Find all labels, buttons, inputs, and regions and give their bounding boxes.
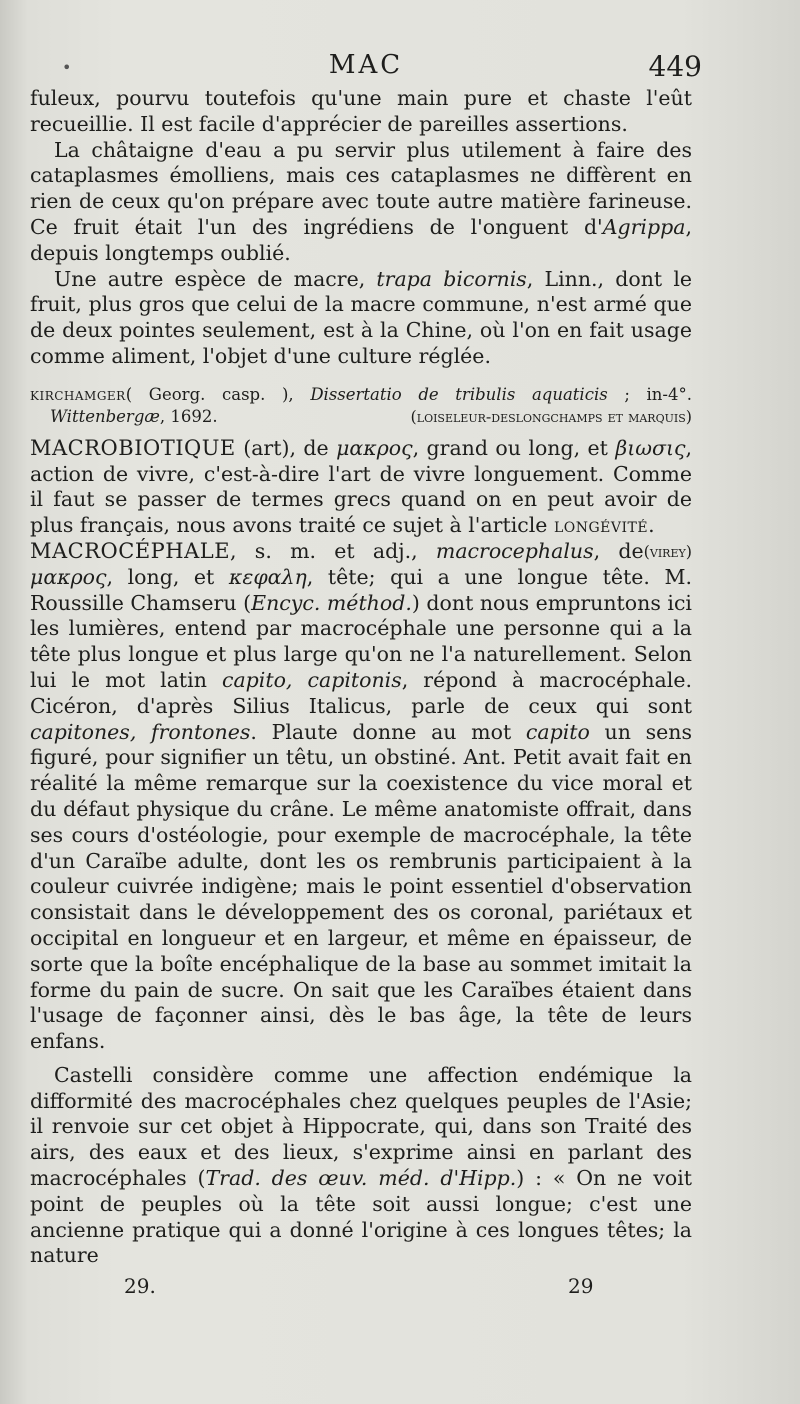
header-mark: • <box>62 58 72 77</box>
body-text <box>30 86 692 1269</box>
paragraph-chataigne: La châtaigne d'eau a pu servir plus utilement à faire des cataplasmes émolliens, mais ces cataplasmes ne diffèrent en rien de ceux qu'on prépare avec toute autre matière farineuse. Ce fruit était l'un des ingrédiens de l'onguent d'Agrippa, depuis longtemps oublié. <box>30 137 692 265</box>
paragraph-continuation: fuleux, pourvu toutefois qu'une main pure et chaste l'eût recueillie. Il est facile d'apprécier de pareilles assertions. <box>30 86 692 136</box>
page-title: MAC <box>328 50 404 80</box>
cross-reference: longévité <box>553 513 649 538</box>
author-signature: (virey) <box>643 541 692 561</box>
page-number: 449 <box>648 50 702 83</box>
signature-mark-left: 29. <box>124 1274 156 1298</box>
signature-mark-right: 29 <box>568 1274 594 1298</box>
author-signature: (loiseleur-deslongchamps et marquis) <box>410 406 692 426</box>
entry-heading: MACROBIOTIQUE <box>30 435 236 460</box>
bibliography-reference: kirchamger( Georg. casp. ), Dissertatio de tribulis aquaticis ; in-4°. Wittenbergæ, 1692. (loiseleur-deslongchamps et marquis) <box>30 384 692 426</box>
paragraph-trapa: Une autre espèce de macre, trapa bicornis, Linn., dont le fruit, plus gros que celui de la macre commune, n'est armé que de deux pointes seulement, est à la Chine, où l'on en fait usage comme aliment, l'objet d'une culture réglée. <box>30 266 693 368</box>
entry-macrocephale: MACROCÉPHALE, s. m. et adj., macrocephalus, de μακρος, long, et κεφαλη, tête; qui a une longue tête. M. Roussille Chamseru (Encyc. méthod.) dont nous empruntons ici les lumières, entend par macrocéphale une personne qui a la tête plus longue et plus large qu'on ne l'a naturellement. Selon lui le mot latin capito, capitonis, répond à macrocéphale. Cicéron, d'après Silius Italicus, parle de ceux qui sont capitones, frontones. Plaute donne au mot capito un sens figuré, pour signifier un têtu, un obstiné. Ant. Petit avait fait en réalité la même remarque sur la coexistence du vice moral et du défaut physique du crâne. Le même anatomiste offrait, dans ses cours d'ostéologie, pour exemple de macrocéphale, la tête d'un Caraïbe adulte, dont les os rembrunis participaient à la couleur cuivrée indigène; mais le point essentiel d'observation consistait dans le développement des os coronal, pariétaux et occipital en longueur et en largeur, et même en épaisseur, de sorte que la boîte encéphalique de la base au sommet imitait la forme du pain de sucre. On sait que les Caraïbes étaient dans l'usage de façonner ainsi, dès le bas âge, la tête de leurs enfans. <box>30 538 692 1054</box>
entry-heading: MACROCÉPHALE <box>30 538 231 563</box>
page-footer <box>30 1274 692 1304</box>
entry-macrobiotique: MACROBIOTIQUE (art), de μακρος, grand ou long, et βιωσις, action de vivre, c'est-à-dire l'art de vivre longuement. Comme il faut se passer de termes grecs quand on en peut avoir de plus français, nous avons traité ce sujet à l'article longévité. (virey) <box>30 436 692 539</box>
paragraph-castelli: Castelli considère comme une affection endémique la difformité des macrocéphales chez quelques peuples de l'Asie; il renvoie sur cet objet à Hippocrate, qui, dans son Traité des airs, des eaux et des lieux, s'exprime ainsi en parlant des macrocéphales (Trad. des œuv. méd. d'Hipp.) : « On ne voit point de peuples où la tête soit aussi longue; c'est une ancienne pratique qui a donné l'origine à ces longues têtes; la nature <box>30 1062 692 1268</box>
running-header <box>30 50 702 86</box>
